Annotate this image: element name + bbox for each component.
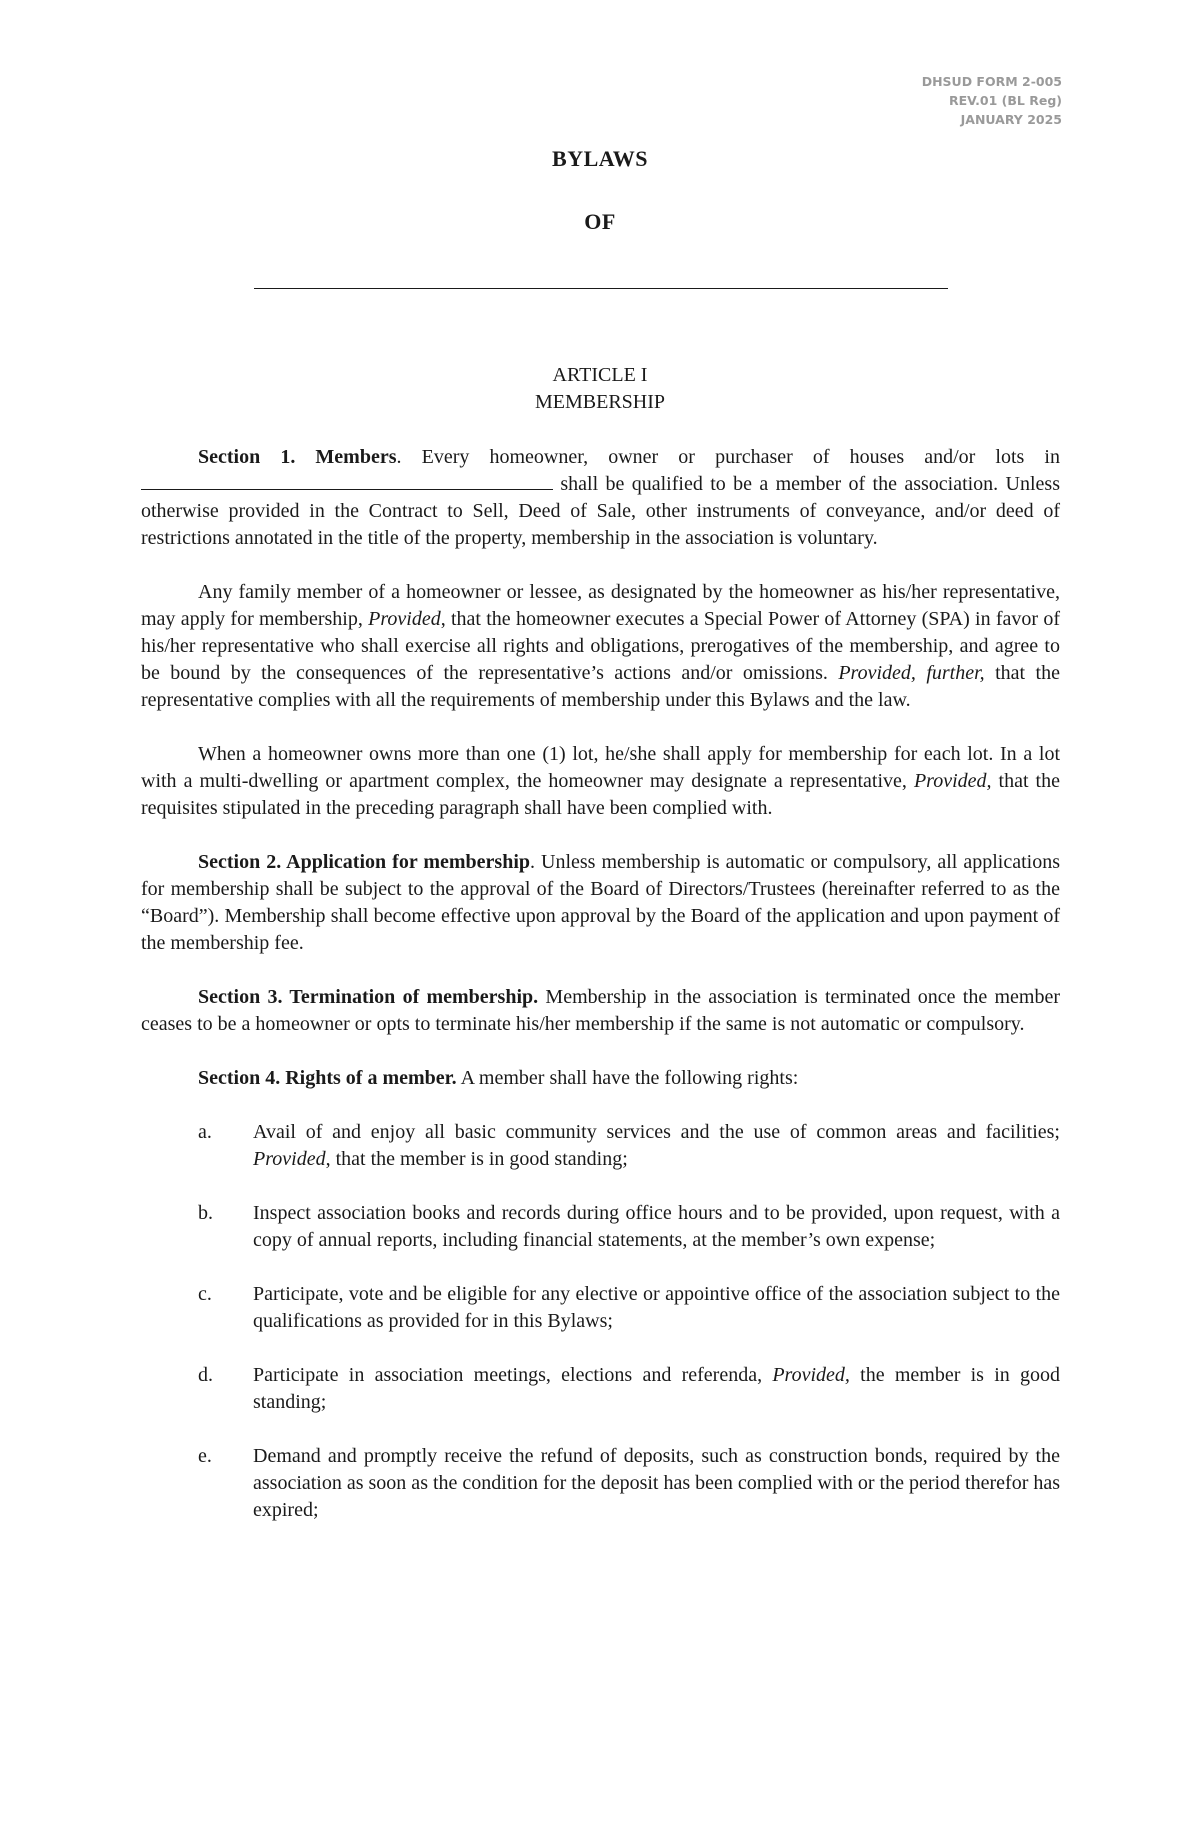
form-code [922, 72, 1062, 129]
list-item [141, 1443, 1060, 1524]
document-body [141, 444, 1060, 1551]
section-1-text-a: . Every homeowner, owner or purchaser of houses and/or lots in [396, 446, 1060, 468]
section-2-text: . Unless membership is automatic or compulsory, all applications for membership shall be subject to the approval of the Board of Directors/Trustees (hereinafter referred to as the “Board”). Membership shall become effective upon approval by the Board of the application and upon payment of the membership fee. [141, 851, 1060, 954]
list-text-a: Avail of and enjoy all basic community services and the use of common areas and facilities; [253, 1121, 1060, 1143]
document-title: BYLAWS [552, 146, 648, 171]
section-1-paragraph [141, 444, 1060, 552]
article-number: ARTICLE I [552, 364, 648, 386]
article-heading [0, 362, 1200, 416]
family-member-text-b: , that the homeowner executes a Special Power of Attorney (SPA) in favor of his/her representative who shall exercise all rights and obligations, prerogatives of the membership, and agree to be bound by the consequences of the representative’s actions and/or omissions. [141, 608, 1060, 684]
form-code-revision: REV.01 (BL Reg) [948, 93, 1062, 108]
section-2-heading: Section 2. Application for membership [198, 851, 530, 873]
form-code-number: DHSUD FORM 2-005 [921, 74, 1062, 89]
section-3-text: Membership in the association is terminated once the member ceases to be a homeowner or opts to terminate his/her membership if the same is not automatic or compulsory. [141, 986, 1060, 1035]
association-name-blank [254, 288, 948, 289]
list-text-a: Participate in association meetings, elections and referenda, [253, 1364, 773, 1386]
list-item [141, 1362, 1060, 1416]
subdivision-name-blank [141, 471, 553, 490]
list-text-a: Demand and promptly receive the refund of deposits, such as construction bonds, required by the association as soon as the condition for the deposit has been complied with or the period therefor has expired; [253, 1445, 1061, 1521]
list-italic: Provided, [772, 1364, 850, 1386]
list-text-a: Inspect association books and records during office hours and to be provided, upon request, with a copy of annual reports, including financial statements, at the member’s own expense; [253, 1202, 1060, 1251]
list-text-b: the member is in good standing; [253, 1364, 1060, 1413]
family-member-text-c: that the representative complies with all the requirements of membership under this Bylaws and the law. [141, 662, 1060, 711]
list-letter: e. [198, 1445, 212, 1467]
provided-further-italic: Provided, further, [838, 662, 985, 684]
list-text-a: Participate, vote and be eligible for any elective or appointive office of the association subject to the qualifications as provided for in this Bylaws; [253, 1283, 1060, 1332]
family-member-paragraph [141, 579, 1060, 714]
list-letter: a. [198, 1121, 212, 1143]
multiple-lots-paragraph [141, 741, 1060, 822]
list-item [141, 1200, 1060, 1254]
list-item [141, 1281, 1060, 1335]
article-name: MEMBERSHIP [534, 391, 666, 413]
section-2-paragraph [141, 849, 1060, 957]
multiple-lots-text-b: that the requisites stipulated in the preceding paragraph shall have been complied with. [141, 770, 1060, 819]
list-letter: d. [198, 1364, 213, 1386]
list-item [141, 1119, 1060, 1173]
provided-italic: Provided [368, 608, 441, 630]
multiple-lots-text-a: When a homeowner owns more than one (1) lot, he/she shall apply for membership for each lot. In a lot with a multi-dwelling or apartment complex, the homeowner may designate a representative, [141, 743, 1060, 792]
section-1-heading: Section 1. Members [198, 446, 397, 468]
provided-italic: Provided, [913, 770, 992, 792]
document-title-of: OF [584, 209, 616, 234]
list-text-b: , that the member is in good standing; [325, 1148, 628, 1170]
list-italic: Provided [253, 1148, 326, 1170]
section-4-text: A member shall have the following rights: [456, 1067, 799, 1089]
list-letter: c. [198, 1283, 212, 1305]
form-code-date: JANUARY 2025 [960, 112, 1062, 127]
family-member-text-a: Any family member of a homeowner or lessee, as designated by the homeowner as his/her representative, may apply for membership, [141, 581, 1060, 630]
section-3-paragraph [141, 984, 1060, 1038]
section-4-paragraph [141, 1065, 1060, 1092]
section-4-heading: Section 4. Rights of a member. [198, 1067, 457, 1089]
section-3-heading: Section 3. Termination of membership. [198, 986, 539, 1008]
list-letter: b. [198, 1202, 213, 1224]
section-1-text-b: shall be qualified to be a member of the association. Unless otherwise provided in the Contract to Sell, Deed of Sale, other instruments of conveyance, and/or deed of restrictions annotated in the title of the property, membership in the association is voluntary. [141, 473, 1060, 549]
